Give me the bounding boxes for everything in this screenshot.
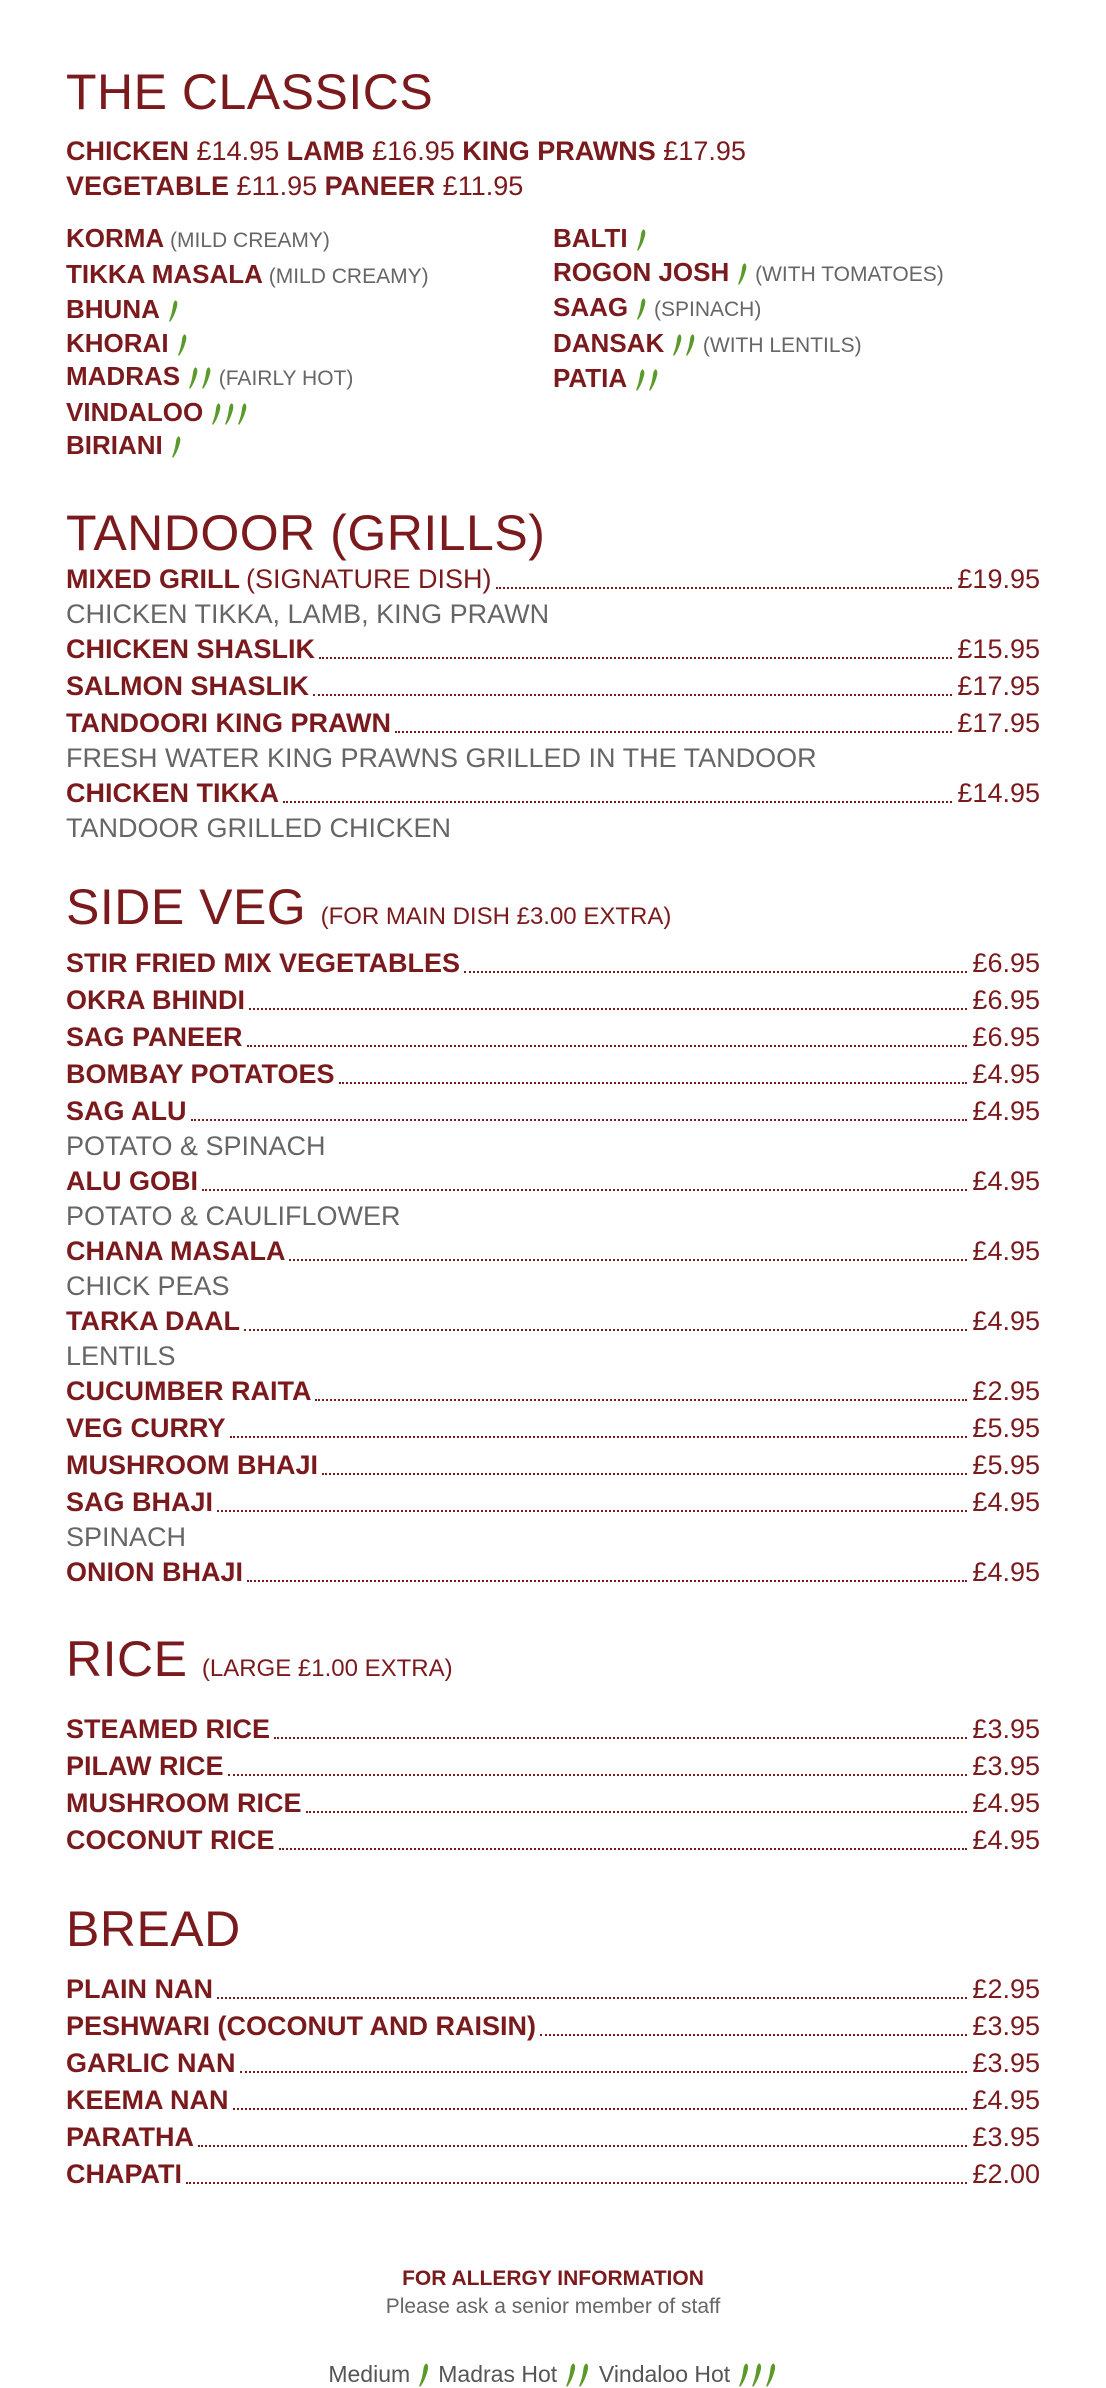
item-price: £4.95	[972, 1303, 1040, 1340]
item-name: PLAIN NAN	[66, 1971, 213, 2008]
protein-name: PANEER	[325, 171, 436, 201]
legend-item	[438, 2361, 591, 2387]
item-name: TANDOORI KING PRAWN	[66, 705, 391, 742]
item-description: FRESH WATER KING PRAWNS GRILLED IN THE TANDOOR	[66, 742, 1040, 775]
curry-note: (FAIRLY HOT)	[213, 367, 353, 390]
leader-dots	[198, 2145, 967, 2147]
item-price: £4.95	[972, 1785, 1040, 1822]
curry-name: KORMA	[66, 223, 164, 253]
leader-dots	[496, 587, 953, 589]
item-price: £3.95	[972, 2008, 1040, 2045]
curry-name: PATIA	[553, 363, 627, 393]
chili-icon	[578, 2362, 590, 2388]
legend-label: Medium	[328, 2361, 410, 2387]
menu-item	[66, 1822, 1040, 1859]
menu-item	[66, 1410, 1040, 1447]
item-name: COCONUT RICE	[66, 1822, 275, 1859]
item-name: PARATHA	[66, 2119, 194, 2156]
allergy-info	[66, 2265, 1040, 2321]
curry-item	[66, 360, 553, 396]
item-description: LENTILS	[66, 1340, 1040, 1373]
leader-dots	[279, 1848, 968, 1850]
item-name: ALU GOBI	[66, 1163, 198, 1200]
item-price: £3.95	[972, 1711, 1040, 1748]
curry-item	[66, 293, 553, 327]
menu-item	[66, 1484, 1040, 1521]
item-name: SALMON SHASLIK	[66, 668, 309, 705]
menu-item	[66, 1711, 1040, 1748]
proteins-line-1	[66, 134, 1040, 169]
item-price: £15.95	[957, 631, 1040, 668]
curry-note: (SPINACH)	[648, 298, 761, 321]
leader-dots	[395, 731, 952, 733]
classics-section	[66, 64, 1040, 463]
side-veg-title-text: SIDE VEG	[66, 879, 306, 935]
item-name: CHICKEN SHASLIK	[66, 631, 315, 668]
rice-title-text: RICE	[66, 1631, 187, 1687]
item-name: GARLIC NAN	[66, 2045, 236, 2082]
curry-column-right	[553, 222, 1040, 463]
curry-item	[66, 327, 553, 361]
curry-item	[66, 258, 553, 294]
protein-price: £11.95	[237, 171, 318, 201]
curry-item	[66, 396, 553, 430]
menu-item	[66, 561, 1040, 598]
menu-item	[66, 1163, 1040, 1200]
leader-dots	[233, 2108, 968, 2110]
side-veg-section	[66, 879, 1040, 1591]
item-description: TANDOOR GRILLED CHICKEN	[66, 812, 1040, 845]
leader-dots	[319, 657, 952, 659]
item-name: KEEMA NAN	[66, 2082, 229, 2119]
leader-dots	[228, 1774, 968, 1776]
menu-item	[66, 631, 1040, 668]
chili-icon	[685, 333, 696, 357]
rice-section	[66, 1631, 1040, 1859]
menu-item	[66, 2156, 1040, 2193]
curry-note: (WITH TOMATOES)	[749, 263, 943, 286]
rice-title	[66, 1631, 1040, 1697]
menu-item	[66, 775, 1040, 812]
curry-item	[66, 222, 553, 258]
bread-section	[66, 1901, 1040, 2193]
chili-icon	[738, 2362, 750, 2388]
item-name: STIR FRIED MIX VEGETABLES	[66, 945, 460, 982]
item-name: VEG CURRY	[66, 1410, 226, 1447]
item-name: CHANA MASALA	[66, 1233, 285, 1270]
item-name: CUCUMBER RAITA	[66, 1373, 311, 1410]
leader-dots	[244, 1329, 967, 1331]
protein-name: KING PRAWNS	[462, 136, 656, 166]
protein-name: CHICKEN	[66, 136, 189, 166]
item-description: SPINACH	[66, 1521, 1040, 1554]
item-name: ONION BHAJI	[66, 1554, 243, 1591]
leader-dots	[217, 1510, 967, 1512]
leader-dots	[202, 1189, 967, 1191]
menu-item	[66, 1447, 1040, 1484]
item-price: £5.95	[972, 1410, 1040, 1447]
proteins-line-2	[66, 169, 1040, 204]
rice-list	[66, 1711, 1040, 1859]
chili-icon	[201, 366, 212, 390]
menu-item	[66, 2008, 1040, 2045]
item-price: £2.00	[972, 2156, 1040, 2193]
leader-dots	[191, 1119, 968, 1121]
curry-item	[553, 362, 1040, 396]
menu-item	[66, 2082, 1040, 2119]
leader-dots	[217, 1997, 967, 1999]
legend-item	[328, 2361, 430, 2387]
curry-item	[553, 327, 1040, 363]
item-price: £6.95	[972, 1019, 1040, 1056]
leader-dots	[540, 2034, 967, 2036]
item-price: £4.95	[972, 1822, 1040, 1859]
menu-item	[66, 668, 1040, 705]
item-name: PESHWARI (COCONUT AND RAISIN)	[66, 2008, 536, 2045]
chili-icon	[751, 2362, 763, 2388]
bread-title: BREAD	[66, 1901, 1040, 1957]
chili-icon	[177, 333, 188, 357]
item-name: OKRA BHINDI	[66, 982, 245, 1019]
item-price: £4.95	[972, 1056, 1040, 1093]
chili-icon	[224, 402, 235, 426]
curry-item	[553, 222, 1040, 256]
chili-icon	[168, 299, 179, 323]
tandoor-title: TANDOOR (GRILLS)	[66, 505, 1040, 561]
item-price: £4.95	[972, 2082, 1040, 2119]
allergy-heading: FOR ALLERGY INFORMATION	[66, 2265, 1040, 2293]
item-name: SAG PANEER	[66, 1019, 243, 1056]
side-veg-title	[66, 879, 1040, 945]
item-price: £2.95	[972, 1971, 1040, 2008]
item-price: £17.95	[957, 705, 1040, 742]
leader-dots	[274, 1737, 967, 1739]
item-price: £4.95	[972, 1093, 1040, 1130]
leader-dots	[249, 1008, 967, 1010]
item-price: £17.95	[957, 668, 1040, 705]
menu-item	[66, 1093, 1040, 1130]
leader-dots	[230, 1436, 968, 1438]
bread-list	[66, 1971, 1040, 2193]
curry-item	[66, 429, 553, 463]
leader-dots	[339, 1082, 968, 1084]
legend-label: Vindaloo Hot	[599, 2361, 730, 2387]
item-price: £3.95	[972, 2045, 1040, 2082]
rice-note: (LARGE £1.00 EXTRA)	[202, 1655, 453, 1682]
chili-icon	[171, 435, 182, 459]
item-price: £4.95	[972, 1554, 1040, 1591]
item-price: £4.95	[972, 1484, 1040, 1521]
item-name: SAG BHAJI	[66, 1484, 213, 1521]
menu-item	[66, 2045, 1040, 2082]
menu-item	[66, 945, 1040, 982]
curry-name: MADRAS	[66, 361, 180, 391]
chili-icon	[211, 402, 222, 426]
item-price: £4.95	[972, 1163, 1040, 1200]
leader-dots	[240, 2071, 968, 2073]
item-price: £6.95	[972, 945, 1040, 982]
chili-icon	[188, 366, 199, 390]
curry-name: BALTI	[553, 223, 628, 253]
menu-item	[66, 982, 1040, 1019]
item-price: £5.95	[972, 1447, 1040, 1484]
item-description: CHICK PEAS	[66, 1270, 1040, 1303]
protein-price: £11.95	[443, 171, 524, 201]
item-name: MUSHROOM RICE	[66, 1785, 302, 1822]
item-price: £3.95	[972, 2119, 1040, 2156]
item-name: PILAW RICE	[66, 1748, 224, 1785]
item-name: STEAMED RICE	[66, 1711, 270, 1748]
chili-icon	[237, 402, 248, 426]
item-name: CHAPATI	[66, 2156, 182, 2193]
side-veg-list	[66, 945, 1040, 1591]
curry-item	[553, 291, 1040, 327]
curry-name: ROGON JOSH	[553, 257, 729, 287]
leader-dots	[283, 801, 952, 803]
item-price: £3.95	[972, 1748, 1040, 1785]
leader-dots	[464, 971, 967, 973]
item-price: £4.95	[972, 1233, 1040, 1270]
protein-name: VEGETABLE	[66, 171, 229, 201]
item-extra: (SIGNATURE DISH)	[246, 561, 492, 598]
item-price: £14.95	[957, 775, 1040, 812]
curry-note: (MILD CREAMY)	[164, 229, 330, 252]
protein-price: £14.95	[197, 136, 280, 166]
curry-item	[553, 256, 1040, 292]
chili-icon	[672, 333, 683, 357]
item-name: MUSHROOM BHAJI	[66, 1447, 318, 1484]
menu-item	[66, 1554, 1040, 1591]
curry-name: VINDALOO	[66, 397, 203, 427]
item-price: £6.95	[972, 982, 1040, 1019]
menu-item	[66, 705, 1040, 742]
leader-dots	[315, 1399, 967, 1401]
menu-item	[66, 1303, 1040, 1340]
chili-icon	[648, 368, 659, 392]
menu-item	[66, 1373, 1040, 1410]
item-name: SAG ALU	[66, 1093, 187, 1130]
curry-styles	[66, 222, 1040, 463]
item-description: POTATO & CAULIFLOWER	[66, 1200, 1040, 1233]
item-price: £19.95	[957, 561, 1040, 598]
side-veg-note: (FOR MAIN DISH £3.00 EXTRA)	[321, 903, 672, 930]
curry-name: BIRIANI	[66, 430, 163, 460]
legend-item	[599, 2361, 778, 2387]
menu-item	[66, 2119, 1040, 2156]
item-description: CHICKEN TIKKA, LAMB, KING PRAWN	[66, 598, 1040, 631]
classics-title: THE CLASSICS	[66, 64, 1040, 120]
heat-legend	[66, 2361, 1040, 2388]
leader-dots	[322, 1473, 967, 1475]
tandoor-section	[66, 505, 1040, 845]
menu-item	[66, 1019, 1040, 1056]
protein-price: £16.95	[372, 136, 455, 166]
curry-note: (MILD CREAMY)	[263, 265, 429, 288]
item-name: BOMBAY POTATOES	[66, 1056, 335, 1093]
allergy-text: Please ask a senior member of staff	[66, 2293, 1040, 2321]
item-name: MIXED GRILL	[66, 561, 240, 598]
leader-dots	[313, 694, 952, 696]
chili-icon	[636, 228, 647, 252]
curry-name: BHUNA	[66, 294, 160, 324]
curry-name: SAAG	[553, 292, 628, 322]
leader-dots	[247, 1045, 968, 1047]
chili-icon	[635, 368, 646, 392]
item-name: TARKA DAAL	[66, 1303, 240, 1340]
chili-icon	[636, 297, 647, 321]
legend-label: Madras Hot	[438, 2361, 557, 2387]
leader-dots	[247, 1580, 967, 1582]
item-name: CHICKEN TIKKA	[66, 775, 279, 812]
leader-dots	[186, 2182, 967, 2184]
chili-icon	[765, 2362, 777, 2388]
curry-name: KHORAI	[66, 328, 169, 358]
menu-item	[66, 1056, 1040, 1093]
tandoor-list	[66, 561, 1040, 845]
item-description: POTATO & SPINACH	[66, 1130, 1040, 1163]
curry-column-left	[66, 222, 553, 463]
chili-icon	[737, 262, 748, 286]
menu-item	[66, 1233, 1040, 1270]
menu-item	[66, 1748, 1040, 1785]
curry-name: TIKKA MASALA	[66, 259, 263, 289]
curry-name: DANSAK	[553, 328, 664, 358]
menu-item	[66, 1971, 1040, 2008]
chili-icon	[418, 2362, 430, 2388]
leader-dots	[306, 1811, 968, 1813]
protein-name: LAMB	[287, 136, 365, 166]
protein-price: £17.95	[663, 136, 746, 166]
item-price: £2.95	[972, 1373, 1040, 1410]
leader-dots	[289, 1259, 967, 1261]
chili-icon	[565, 2362, 577, 2388]
menu-item	[66, 1785, 1040, 1822]
curry-note: (WITH LENTILS)	[697, 334, 862, 357]
